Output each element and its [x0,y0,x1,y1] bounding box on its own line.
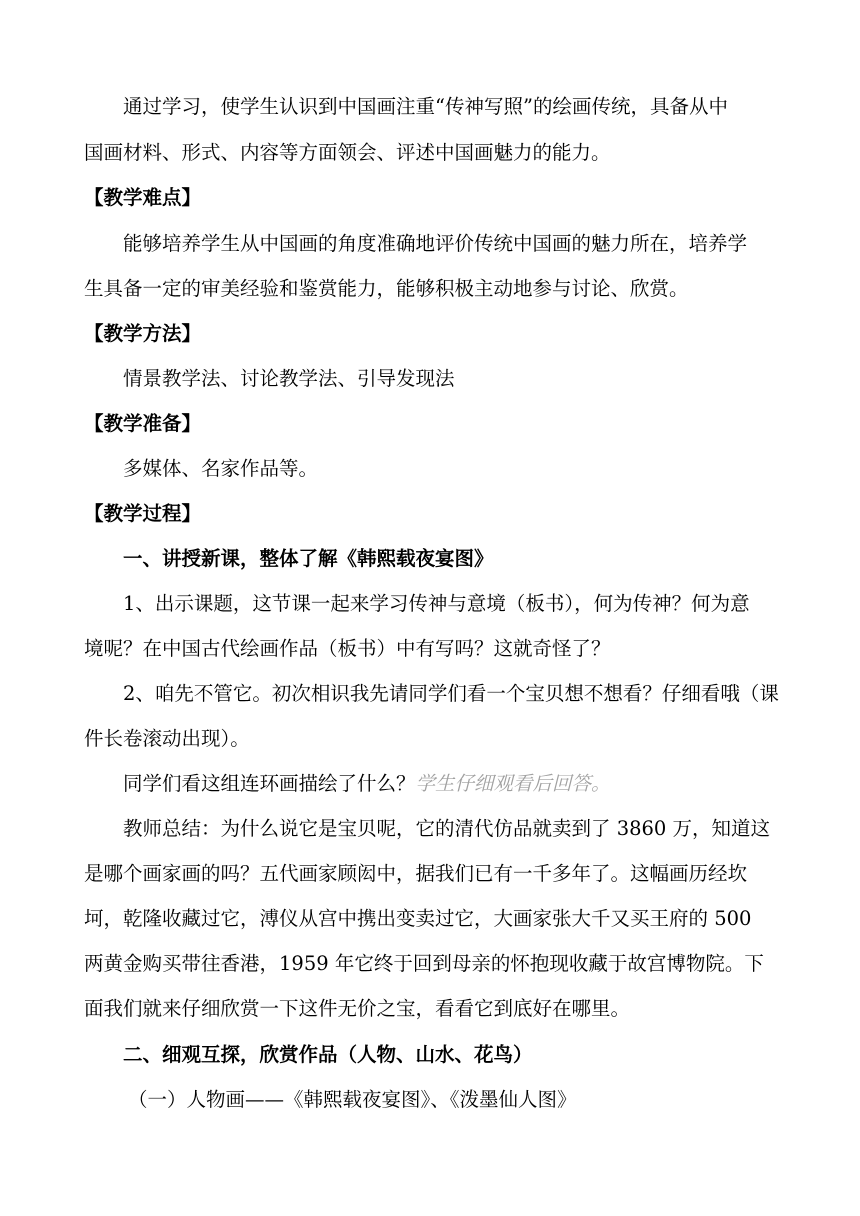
section-two-heading: 二、细观互探，欣赏作品（人物、山水、花鸟） [123,1043,533,1066]
step-1-line-1: 1、出示课题，这节课一起来学习传神与意境（板书），何为传神？何为意 [123,592,750,615]
summary-line-2: 是哪个画家画的吗？五代画家顾闳中，据我们已有一千多年了。这幅画历经坎 [84,862,748,885]
summary-line-4: 两黄金购买带往香港，1959 年它终于回到母亲的怀抱现收藏于故宫博物院。下 [84,952,764,975]
heading-teaching-method: 【教学方法】 [84,322,202,345]
subsection-figure-painting: （一）人物画——《韩熙载夜宴图》、《泼墨仙人图》 [128,1088,577,1111]
step-2-line-1: 2、咱先不管它。初次相识我先请同学们看一个宝贝想不想看？仔细看哦（课 [123,682,779,705]
objective-paragraph-line-2: 国画材料、形式、内容等方面领会、评述中国画魅力的能力。 [84,141,611,164]
difficulty-paragraph-line-2: 生具备一定的审美经验和鉴赏能力，能够积极主动地参与讨论、欣赏。 [84,277,689,300]
student-answer-hint: 学生仔细观看后回答。 [415,772,611,795]
section-one-heading: 一、讲授新课，整体了解《韩熙载夜宴图》 [123,547,494,570]
heading-teaching-process: 【教学过程】 [84,502,202,525]
summary-line-1: 教师总结：为什么说它是宝贝呢，它的清代仿品就卖到了 3860 万，知道这 [123,817,771,840]
step-2-line-2: 件长卷滚动出现）。 [84,727,250,750]
step-1-line-2: 境呢？在中国古代绘画作品（板书）中有写吗？这就奇怪了？ [84,637,611,660]
method-paragraph: 情景教学法、讨论教学法、引导发现法 [123,367,455,390]
summary-line-5: 面我们就来仔细欣赏一下这件无价之宝，看看它到底好在哪里。 [84,997,631,1020]
heading-teaching-preparation: 【教学准备】 [84,412,202,435]
objective-paragraph-line-1: 通过学习，使学生认识到中国画注重“传神写照”的绘画传统，具备从中 [123,95,728,118]
summary-line-3: 坷，乾隆收藏过它，溥仪从宫中携出变卖过它，大画家张大千又买王府的 500 [84,907,752,930]
difficulty-paragraph-line-1: 能够培养学生从中国画的角度准确地评价传统中国画的魅力所在，培养学 [123,232,748,255]
question-text: 同学们看这组连环画描绘了什么？ [123,772,416,795]
heading-teaching-difficulty: 【教学难点】 [84,186,202,209]
preparation-paragraph: 多媒体、名家作品等。 [123,457,319,480]
question-line [123,772,860,796]
